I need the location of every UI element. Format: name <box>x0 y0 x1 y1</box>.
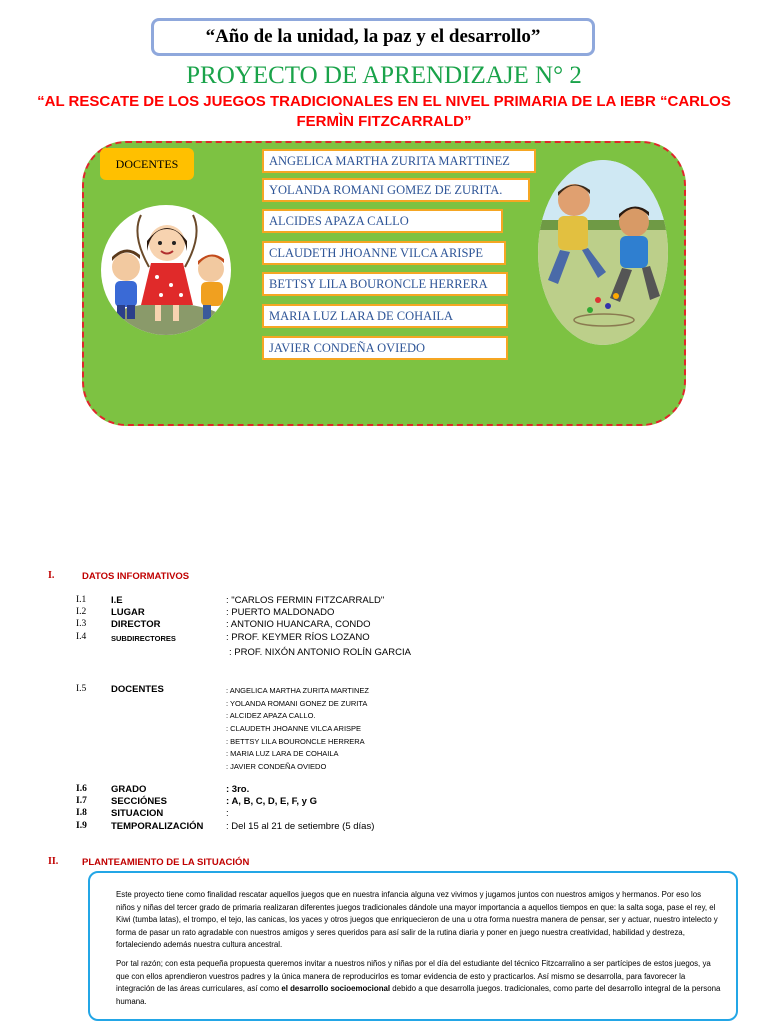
project-title: PROYECTO DE APRENDIZAJE N° 2 <box>186 62 582 89</box>
row-label: DOCENTES <box>111 684 164 695</box>
docente-entry: : BETTSY LILA BOURONCLE HERRERA <box>226 737 365 746</box>
docente-entry: : MARIA LUZ LARA DE COHAILA <box>226 749 339 758</box>
docente-entry: : CLAUDETH JHOANNE VILCA ARISPE <box>226 724 362 733</box>
docente-entry: : JAVIER CONDEÑA OVIEDO <box>226 762 327 771</box>
docentes-tag <box>100 148 194 180</box>
motto-text: “Año de la unidad, la paz y el desarrollo” <box>205 26 541 47</box>
row-number: I.2 <box>76 607 87 617</box>
teacher-name-box: MARIA LUZ LARA DE COHAILA <box>262 304 508 328</box>
row-value: : 3ro. <box>226 784 250 795</box>
docente-entry: : ANGELICA MARTHA ZURITA MARTINEZ <box>226 686 369 695</box>
teacher-name-box: ALCIDES APAZA CALLO <box>262 209 503 233</box>
row-value: : PROF. NIXÓN ANTONIO ROLÍN GARCIA <box>229 647 411 658</box>
row-label: LUGAR <box>111 607 145 618</box>
row-number: I.1 <box>76 595 87 605</box>
teacher-name-box: ANGELICA MARTHA ZURITA MARTTINEZ <box>262 149 536 173</box>
row-number: I.9 <box>76 821 87 831</box>
row-value: : Del 15 al 21 de setiembre (5 días) <box>226 821 375 832</box>
row-number: I.5 <box>76 684 87 694</box>
section-title: DATOS INFORMATIVOS <box>82 571 190 582</box>
row-number: I.6 <box>76 784 87 794</box>
project-subtitle: “AL RESCATE DE LOS JUEGOS TRADICIONALES EN EL NIVEL PRIMARIA DE LA IEBR “CARLOS FERMÌN FITZCARRALD” <box>37 93 731 130</box>
row-label: TEMPORALIZACIÓN <box>111 821 204 832</box>
row-value: : PROF. KEYMER RÍOS LOZANO <box>226 632 370 643</box>
row-value: : <box>226 808 229 819</box>
docente-entry: : YOLANDA ROMANI GONEZ DE ZURITA <box>226 699 368 708</box>
situation-text: debido a que desarrolla juegos. tradicionales, como parte del desarrollo integral de la persona humana. <box>116 984 721 1006</box>
motto-box <box>151 18 595 56</box>
row-label: GRADO <box>111 784 147 795</box>
section-number: I. <box>48 570 55 581</box>
teacher-name-box: YOLANDA ROMANI GOMEZ DE ZURITA. <box>262 178 530 202</box>
row-number: I.4 <box>76 632 87 642</box>
row-value: : "CARLOS FERMIN FITZCARRALD" <box>226 595 385 606</box>
row-value: : PUERTO MALDONADO <box>226 607 335 618</box>
row-value: : ANTONIO HUANCARA, CONDO <box>226 619 371 630</box>
children-playing-illustration <box>538 160 668 345</box>
row-label: SUBDIRECTORES <box>111 634 176 643</box>
situation-paragraph: Este proyecto tiene como finalidad rescatar aquellos juegos que en nuestra infancia alguna vez vivimos y jugamos juntos con nuestros amigos y hermanos. Por eso los niños y niñas del tercer grado de primaria realizaran diferentes juegos tradicionales dándole una mayor importancia a aquellos tiempos en que: la salta soga, pase el rey, el Kiwi (tumba latas), el trompo, el tejo, las canicas, los yaces y otros juegos que enriquecieron de una u otra forma nuestra manera de pensar, ser y actuar, nuestro intelecto y forma de pasar un rato agradable con nuestros amigos y seres queridos para así salir de la rutina diaria y poner en juego nuestra creatividad, habilidad y destreza, fortaleciendo además nuestra cultura ancestral. <box>116 890 718 950</box>
row-number: I.7 <box>76 796 87 806</box>
docentes-tag-label: DOCENTES <box>115 156 179 171</box>
situation-text: Por tal razón; con esta pequeña propuesta queremos invitar a nuestros niños y niñas por el día del estudiante del técnico Fitzcarralino a ser partícipes de estos juegos, ya que con ellos aprendieron vuestros padres y la única manera de reproducirlos es tomar evidencia de esto y practicarlos. Así mismo se desarrolla, para favorecer la integración de las áreas curriculares, así como <box>116 958 711 994</box>
children-jumping-illustration <box>101 205 231 335</box>
situation-box <box>88 871 738 1021</box>
situation-paragraph <box>116 958 722 1008</box>
section-title: PLANTEAMIENTO DE LA SITUACIÓN <box>82 857 250 868</box>
docente-entry: : ALCIDEZ APAZA CALLO. <box>226 711 316 720</box>
situation-bold-text: el desarrollo socioemocional <box>281 984 391 994</box>
row-label: SITUACION <box>111 808 164 819</box>
section-number: II. <box>48 856 59 867</box>
teacher-name-box: JAVIER CONDEÑA OVIEDO <box>262 336 508 360</box>
row-value: : A, B, C, D, E, F, y G <box>226 796 317 807</box>
row-number: I.8 <box>76 808 87 818</box>
teacher-name-box: CLAUDETH JHOANNE VILCA ARISPE <box>262 241 506 265</box>
row-label: I.E <box>111 595 123 606</box>
row-label: DIRECTOR <box>111 619 161 630</box>
row-label: SECCIÓNES <box>111 796 167 807</box>
row-number: I.3 <box>76 619 87 629</box>
teacher-name-box: BETTSY LILA BOURONCLE HERRERA <box>262 272 508 296</box>
